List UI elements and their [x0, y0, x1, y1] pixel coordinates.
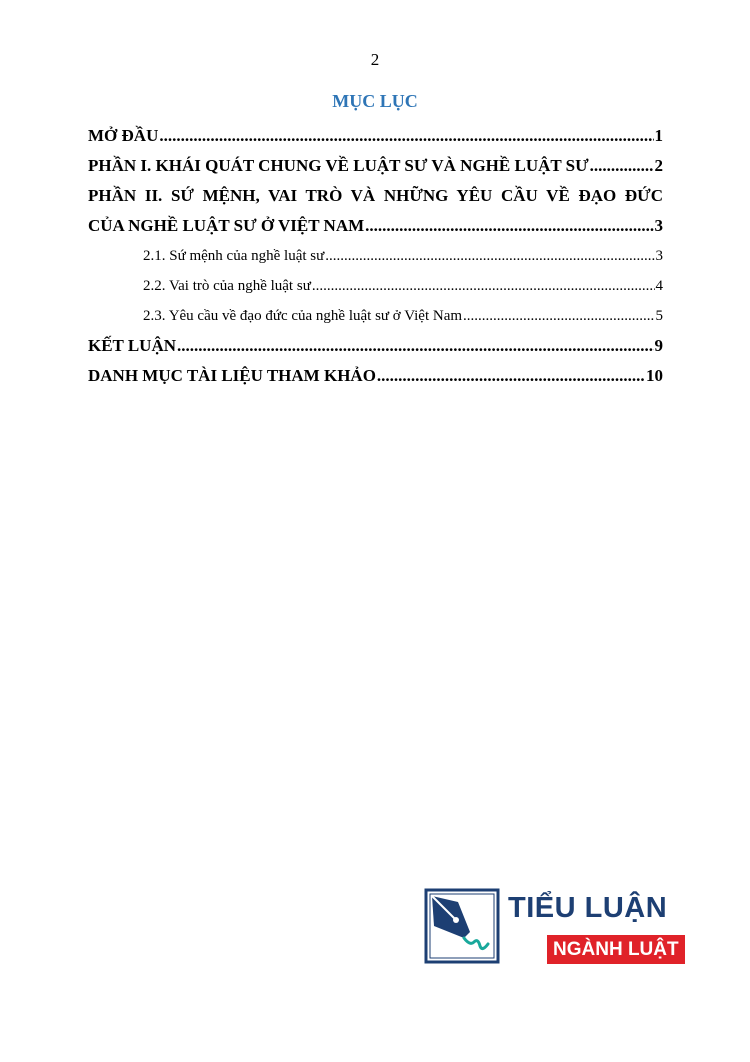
toc-entry-mo-dau[interactable] [88, 121, 663, 151]
toc-page-number: 4 [655, 278, 663, 294]
toc-page-number: 9 [654, 336, 663, 355]
toc-entry-label: MỞ ĐẦU [88, 126, 159, 145]
toc-entry-phan-2[interactable] [88, 211, 663, 241]
toc-entry-2-2[interactable] [88, 271, 663, 301]
dot-leader [377, 361, 645, 391]
toc-entry-phan-1[interactable] [88, 151, 663, 181]
toc-title: MỤC LỤC [332, 91, 418, 111]
table-of-contents [88, 121, 663, 391]
toc-entry-label: DANH MỤC TÀI LIỆU THAM KHẢO [88, 366, 376, 385]
toc-entry-2-1[interactable] [88, 241, 663, 271]
toc-page-number: 3 [655, 248, 663, 264]
toc-entry-label: KẾT LUẬN [88, 336, 177, 355]
toc-page-number: 2 [654, 156, 663, 175]
brand-logo [424, 888, 679, 968]
toc-page-number: 3 [654, 216, 663, 235]
dot-leader [365, 211, 653, 241]
pen-nib-icon [424, 888, 500, 964]
dot-leader [159, 121, 653, 151]
toc-entry-label: 2.2. Vai trò của nghề luật sư [143, 278, 311, 294]
toc-entry-label: 2.3. Yêu cầu về đạo đức của nghề luật sư ở Việt Nam [143, 308, 463, 324]
toc-entry-2-3[interactable] [88, 301, 663, 331]
toc-entry-ket-luan[interactable] [88, 331, 663, 361]
dot-leader [312, 271, 655, 301]
toc-entry-label: 2.1. Sứ mệnh của nghề luật sư [143, 248, 325, 264]
toc-page-number: 10 [646, 366, 663, 385]
page-number: 2 [370, 50, 380, 69]
logo-text-tieu-luan: TIỂU LUẬN [508, 892, 668, 924]
logo-text-nganh-luat: NGÀNH LUẬT [547, 935, 685, 964]
toc-page-number: 1 [654, 126, 663, 145]
toc-entry-label: CỦA NGHỀ LUẬT SƯ Ở VIỆT NAM [88, 216, 365, 235]
toc-page-number: 5 [655, 308, 663, 324]
dot-leader [590, 151, 654, 181]
dot-leader [177, 331, 653, 361]
toc-entry-tai-lieu[interactable] [88, 361, 663, 391]
toc-entry-phan-2-line-1[interactable]: PHẦN II. SỨ MỆNH, VAI TRÒ VÀ NHỮNG YÊU CẦU VỀ ĐẠO ĐỨC [88, 186, 663, 205]
toc-entry-label: PHẦN I. KHÁI QUÁT CHUNG VỀ LUẬT SƯ VÀ NGHỀ LUẬT SƯ [88, 156, 589, 175]
dot-leader [325, 241, 654, 271]
dot-leader [463, 301, 654, 331]
